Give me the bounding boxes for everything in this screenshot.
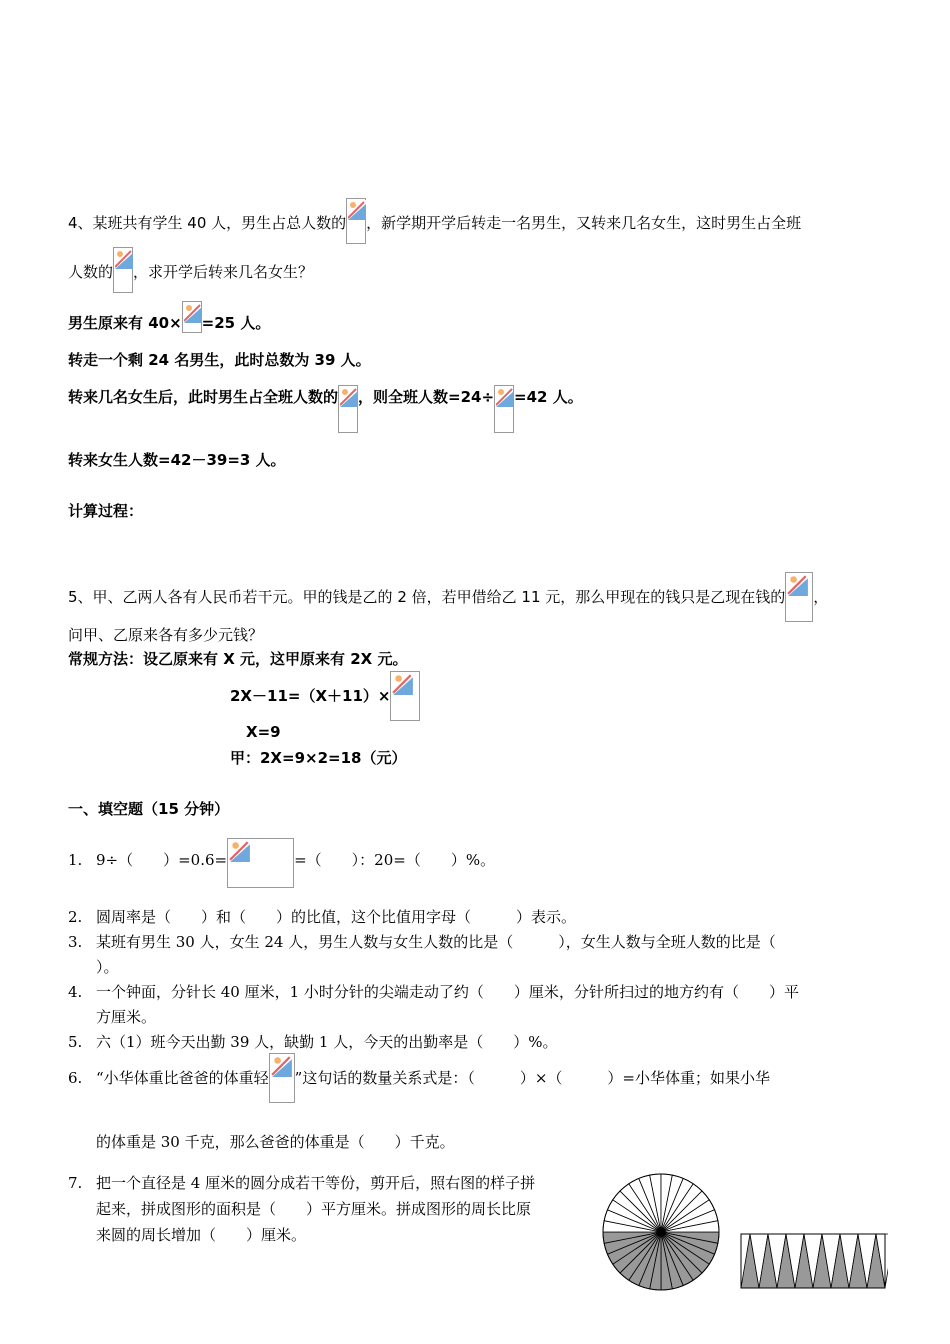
p4-sol1-text-a: 男生原来有 40×: [68, 314, 182, 332]
p5-line2: 问甲、乙原来各有多少元钱？: [68, 626, 264, 644]
p5-line1-text-b: ，: [813, 588, 829, 606]
q5-text: 六（1）班今天出勤 39 人，缺勤 1 人，今天的出勤率是（ ）%。: [96, 1033, 558, 1051]
q5-number: 5.: [68, 1033, 83, 1051]
q2: [68, 907, 576, 927]
q6-text-a: “小华体重比爸爸的体重轻: [96, 1069, 269, 1087]
p4-solution-1: [68, 313, 270, 333]
q6-number: 6.: [68, 1069, 83, 1087]
q4-line2: 方厘米。: [96, 1008, 157, 1026]
fraction-image-icon: [113, 247, 133, 293]
q7: [68, 1173, 535, 1193]
p4-sol1-text-b: =25 人。: [201, 314, 271, 332]
q3-number: 3.: [68, 933, 83, 951]
p4-line1-text-b: ，新学期开学后转走一名男生，又转来几名女生，这时男生占全班: [366, 214, 802, 232]
q6-text-b: ”这句话的数量关系式是：（ ）×（ ）=小华体重；如果小华: [294, 1069, 770, 1087]
q3: [68, 932, 776, 952]
q4-line1: 一个钟面，分针长 40 厘米，1 小时分针的尖端走动了约（ ）厘米，分针所扫过的地方约有（ ）平: [96, 983, 799, 1001]
p4-sol3-text-c: =42 人。: [514, 388, 583, 406]
q5: [68, 1032, 558, 1052]
fraction-image-icon: [346, 198, 366, 244]
q2-text: 圆周率是（ ）和（ ）的比值，这个比值用字母（ ）表示。: [96, 908, 577, 926]
p4-solution-2: 转走一个剩 24 名男生，此时总数为 39 人。: [68, 351, 371, 369]
p4-line2: [68, 262, 313, 293]
q7-line3: 来圆的周长增加（ ）厘米。: [96, 1226, 307, 1244]
p4-line1-text-a: 4、某班共有学生 40 人，男生占总人数的: [68, 214, 347, 232]
p5-method: 常规方法：设乙原来有 X 元，这甲原来有 2X 元。: [68, 650, 408, 668]
fraction-image-icon: [494, 385, 514, 433]
p4-solution-4: 转来女生人数=42－39=3 人。: [68, 451, 286, 469]
p4-process-label: 计算过程：: [68, 502, 144, 520]
q7-line1: 把一个直径是 4 厘米的圆分成若干等份，剪开后，照右图的样子拼: [96, 1174, 536, 1192]
q1-number: 1.: [68, 851, 83, 869]
q4-number: 4.: [68, 983, 83, 1001]
q3-line1: 某班有男生 30 人，女生 24 人，男生人数与女生人数的比是（ ），女生人数与全班人数的比是（: [96, 933, 776, 951]
p5-eq-text: 2X－11=（X＋11）×: [230, 687, 391, 705]
p5-line1-text-a: 5、甲、乙两人各有人民币若干元。甲的钱是乙的 2 倍，若甲借给乙 11 元，那么甲现在的钱只是乙现在钱的: [68, 588, 786, 606]
q6-line2: 的体重是 30 千克，那么爸爸的体重是（ ）千克。: [96, 1133, 455, 1151]
p5-jia-value: 甲：2X=9×2=18（元）: [230, 749, 407, 767]
p5-line1: [68, 587, 828, 622]
q4: [68, 982, 799, 1002]
section-title: 一、填空题（15 分钟）: [68, 800, 230, 818]
rearranged-strip-figure: [738, 1232, 888, 1290]
q3-line2: ）。: [96, 958, 119, 976]
p4-line2-text-b: ，求开学后转来几名女生？: [133, 263, 314, 281]
q1-text-a: 9÷（ ）=0.6=: [96, 851, 228, 869]
q7-number: 7.: [68, 1174, 83, 1192]
p4-line2-text-a: 人数的: [68, 263, 114, 281]
p4-solution-3: [68, 387, 583, 433]
q1: [68, 850, 495, 888]
p4-sol3-text-b: ，则全班人数=24÷: [358, 388, 495, 406]
fraction-image-icon: [182, 301, 202, 333]
fraction-image-icon: [269, 1053, 295, 1103]
q7-line2: 起来，拼成图形的面积是（ ）平方厘米。拼成图形的周长比原: [96, 1200, 532, 1218]
fraction-image-icon: [227, 838, 294, 888]
divided-circle-figure: [600, 1171, 722, 1293]
q6: [68, 1068, 770, 1103]
fraction-image-icon: [338, 385, 358, 433]
p4-sol3-text-a: 转来几名女生后，此时男生占全班人数的: [68, 388, 339, 406]
p4-line1: [68, 213, 801, 244]
fraction-image-icon: [785, 572, 813, 622]
p5-equation: [230, 686, 420, 721]
p5-x-value: X=9: [246, 723, 281, 741]
q1-text-b: =（ ）：20=（ ）%。: [294, 851, 496, 869]
q2-number: 2.: [68, 908, 83, 926]
fraction-image-icon: [390, 671, 420, 721]
